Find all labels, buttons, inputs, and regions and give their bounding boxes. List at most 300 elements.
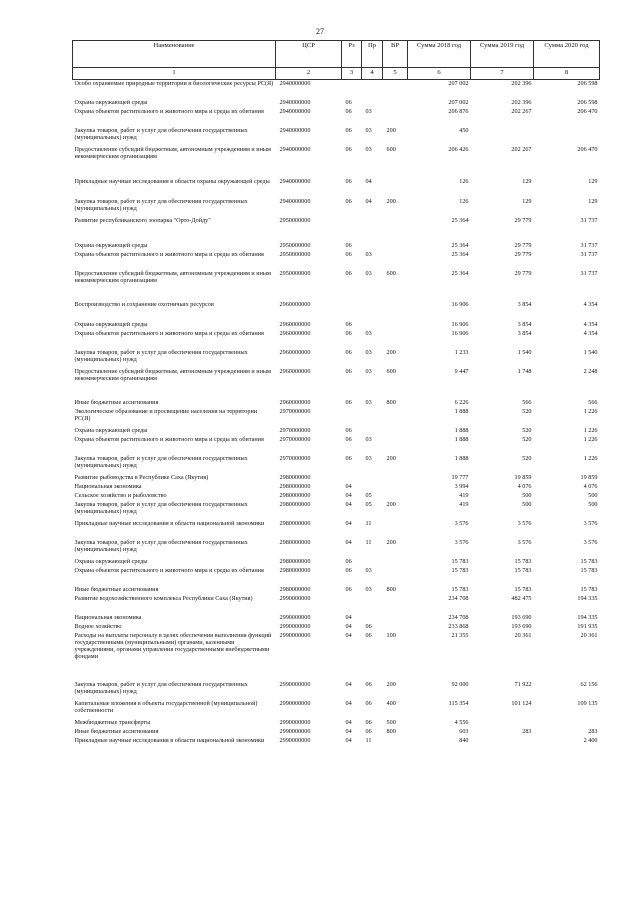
row-name: Иные бюджетные ассигнования xyxy=(74,398,159,406)
row-sum-2020: 129 xyxy=(588,197,598,205)
column-number: 5 xyxy=(383,68,408,80)
row-name: Закупка товаров, работ и услуг для обеспечения государственных (муниципальных) нужд xyxy=(74,680,248,695)
row-name: Развитие республиканского зоопарка "Орто-Дойду" xyxy=(74,216,211,224)
row-sum-2018: 207 002 xyxy=(448,80,469,87)
row-rz: 06 xyxy=(345,250,352,258)
row-vr: 100 xyxy=(386,631,396,639)
row-sum-2019: 20 361 xyxy=(514,631,532,639)
row-sum-2019: 29 779 xyxy=(514,250,532,258)
row-sum-2018: 3 576 xyxy=(454,538,469,546)
row-rz: 06 xyxy=(345,107,352,115)
row-vr xyxy=(383,520,408,539)
row-name: Предоставление субсидий бюджетным, автономным учреждениям и иным некоммерческим организациям xyxy=(74,269,271,284)
row-csr: 2980000000 xyxy=(279,566,311,574)
table-row xyxy=(73,127,600,146)
row-sum-2020: 129 xyxy=(588,177,598,185)
row-pr xyxy=(362,474,383,483)
row-pr: 03 xyxy=(365,269,372,277)
row-sum-2019: 520 xyxy=(522,426,532,434)
row-rz xyxy=(342,80,362,99)
row-csr: 2940000000 xyxy=(279,145,311,153)
row-sum-2020: 206 470 xyxy=(577,107,598,115)
column-number: 4 xyxy=(362,68,383,80)
row-sum-2020: 3 576 xyxy=(583,519,598,527)
row-csr: 2970000000 xyxy=(279,435,311,443)
row-sum-2020: 62 156 xyxy=(580,680,598,688)
row-vr xyxy=(383,99,408,108)
table-row xyxy=(73,349,600,368)
row-rz: 04 xyxy=(345,699,352,707)
row-csr: 2950000000 xyxy=(279,241,311,249)
header-pr: Пр xyxy=(362,41,383,68)
row-rz: 06 xyxy=(345,241,352,249)
row-sum-2019: 520 xyxy=(522,435,532,443)
row-rz: 06 xyxy=(345,329,352,337)
row-pr xyxy=(362,408,383,427)
row-csr: 2980000000 xyxy=(279,500,311,508)
row-sum-2020: 2 248 xyxy=(583,367,598,375)
row-sum-2019: 1 540 xyxy=(517,348,532,356)
row-vr xyxy=(383,474,408,483)
row-sum-2018: 25 364 xyxy=(451,216,469,224)
row-rz: 06 xyxy=(345,320,352,328)
row-rz: 06 xyxy=(345,348,352,356)
row-sum-2019: 202 396 xyxy=(511,98,532,106)
row-vr: 200 xyxy=(386,500,396,508)
row-sum-2020: 283 xyxy=(588,727,598,735)
table-row xyxy=(73,681,600,700)
row-name: Расходы на выплаты персоналу в целях обеспечения выполнения функций государственными (муниципальными) органами, казенными учреждениями, органами управления государственными внебюджетными фондами xyxy=(74,631,272,660)
table-row xyxy=(73,146,600,178)
row-name: Охрана окружающей среды xyxy=(74,426,148,434)
row-sum-2019: 29 779 xyxy=(514,216,532,224)
row-sum-2020: 19 859 xyxy=(580,473,598,481)
table-row xyxy=(73,108,600,127)
row-pr xyxy=(362,483,383,492)
row-vr xyxy=(383,623,408,632)
row-sum-2020: 194 335 xyxy=(577,594,598,602)
row-rz xyxy=(342,408,362,427)
row-vr xyxy=(383,436,408,455)
row-pr: 03 xyxy=(365,329,372,337)
row-name: Охрана объектов растительного и животного мира и среды их обитания xyxy=(74,566,264,574)
table-row xyxy=(73,301,600,321)
row-rz xyxy=(342,217,362,242)
row-name: Прикладные научные исследования в области охраны окружающей среды xyxy=(74,177,270,185)
row-vr xyxy=(383,178,408,198)
row-name: Предоставление субсидий бюджетным, автономным учреждениям и иным некоммерческим организациям xyxy=(74,145,271,160)
row-sum-2018: 126 xyxy=(459,177,469,185)
row-pr: 06 xyxy=(365,680,372,688)
row-vr xyxy=(383,492,408,501)
row-vr: 200 xyxy=(386,348,396,356)
row-sum-2018: 16 906 xyxy=(451,320,469,328)
row-sum-2018: 3 576 xyxy=(454,519,469,527)
row-rz: 06 xyxy=(345,566,352,574)
table-row xyxy=(73,80,600,99)
row-vr xyxy=(383,108,408,127)
header-sum-2020: Сумма 2020 год xyxy=(534,41,600,68)
row-name: Охрана объектов растительного и животного мира и среды их обитания xyxy=(74,435,264,443)
row-csr: 2990000000 xyxy=(279,736,311,744)
row-sum-2019: 1 748 xyxy=(517,367,532,375)
row-pr: 03 xyxy=(365,585,372,593)
row-sum-2018: 16 906 xyxy=(451,300,469,308)
row-sum-2020: 31 737 xyxy=(580,241,598,249)
row-pr: 03 xyxy=(365,398,372,406)
row-pr: 03 xyxy=(365,566,372,574)
row-name: Закупка товаров, работ и услуг для обеспечения государственных (муниципальных) нужд xyxy=(74,500,248,515)
row-name: Экологическое образование и просвещение населения на территории РС(Я) xyxy=(74,407,258,422)
column-number: 3 xyxy=(342,68,362,80)
row-sum-2020 xyxy=(534,719,600,728)
header-vr: ВР xyxy=(383,41,408,68)
row-pr: 03 xyxy=(365,145,372,153)
row-pr: 05 xyxy=(365,491,372,499)
row-csr: 2980000000 xyxy=(279,473,311,481)
row-rz: 06 xyxy=(345,126,352,134)
row-pr xyxy=(362,99,383,108)
row-sum-2020: 191 935 xyxy=(577,622,598,630)
table-row xyxy=(73,399,600,408)
row-pr: 04 xyxy=(365,197,372,205)
table-row xyxy=(73,330,600,349)
row-sum-2018: 19 777 xyxy=(451,473,469,481)
row-vr: 800 xyxy=(386,585,396,593)
row-vr xyxy=(383,614,408,623)
row-csr: 2960000000 xyxy=(279,398,311,406)
row-vr: 600 xyxy=(386,145,396,153)
row-name: Иные бюджетные ассигнования xyxy=(74,585,159,593)
row-rz: 06 xyxy=(345,435,352,443)
row-sum-2019: 129 xyxy=(522,177,532,185)
row-sum-2020: 1 226 xyxy=(583,407,598,415)
row-sum-2020: 500 xyxy=(588,491,598,499)
row-sum-2020: 500 xyxy=(588,500,598,508)
row-sum-2019: 15 783 xyxy=(514,566,532,574)
row-csr: 2990000000 xyxy=(279,631,311,639)
row-rz: 06 xyxy=(345,454,352,462)
row-rz: 06 xyxy=(345,426,352,434)
row-rz: 06 xyxy=(345,197,352,205)
row-pr: 03 xyxy=(365,250,372,258)
row-vr: 200 xyxy=(386,197,396,205)
row-sum-2018: 603 xyxy=(459,727,469,735)
table-body xyxy=(73,80,600,756)
row-sum-2019: 29 779 xyxy=(514,269,532,277)
row-sum-2020: 31 737 xyxy=(580,269,598,277)
row-sum-2019: 101 124 xyxy=(511,699,532,707)
row-sum-2019: 482 475 xyxy=(511,594,532,602)
row-sum-2019: 3 576 xyxy=(517,519,532,527)
row-sum-2019: 3 854 xyxy=(517,300,532,308)
row-vr: 600 xyxy=(386,269,396,277)
row-sum-2019: 15 783 xyxy=(514,557,532,565)
row-csr: 2980000000 xyxy=(279,538,311,546)
row-vr xyxy=(383,558,408,567)
row-sum-2020: 31 737 xyxy=(580,216,598,224)
row-sum-2019: 500 xyxy=(522,500,532,508)
row-sum-2018: 6 226 xyxy=(454,398,469,406)
row-csr: 2960000000 xyxy=(279,348,311,356)
row-vr xyxy=(383,330,408,349)
row-sum-2018: 9 447 xyxy=(454,367,469,375)
row-sum-2019: 29 779 xyxy=(514,241,532,249)
row-sum-2019: 500 xyxy=(522,491,532,499)
row-rz: 04 xyxy=(345,631,352,639)
row-sum-2019: 520 xyxy=(522,407,532,415)
row-sum-2019 xyxy=(471,127,534,146)
row-csr: 2950000000 xyxy=(279,250,311,258)
row-rz: 06 xyxy=(345,98,352,106)
header-csr: ЦСР xyxy=(276,41,342,68)
table-row xyxy=(73,719,600,728)
row-csr: 2950000000 xyxy=(279,216,311,224)
row-sum-2019: 193 690 xyxy=(511,613,532,621)
row-csr: 2990000000 xyxy=(279,622,311,630)
row-csr: 2970000000 xyxy=(279,426,311,434)
row-sum-2018: 21 355 xyxy=(451,631,469,639)
table-row xyxy=(73,455,600,474)
row-vr xyxy=(383,321,408,330)
row-csr: 2940000000 xyxy=(279,126,311,134)
row-sum-2018: 1 888 xyxy=(454,407,469,415)
table-row xyxy=(73,501,600,520)
row-pr: 06 xyxy=(365,727,372,735)
row-sum-2018: 1 233 xyxy=(454,348,469,356)
row-name: Водное хозяйство xyxy=(74,622,122,630)
row-csr: 2950000000 xyxy=(279,269,311,277)
row-name: Развитие водохозяйственного комплекса Республики Саха (Якутия) xyxy=(74,594,253,602)
row-csr: 2940000000 xyxy=(279,197,311,205)
table-row xyxy=(73,270,600,301)
row-pr: 11 xyxy=(365,519,372,527)
row-name: Межбюджетные трансферты xyxy=(74,718,151,726)
row-csr: 2960000000 xyxy=(279,367,311,375)
row-rz: 06 xyxy=(345,557,352,565)
row-csr: 2940000000 xyxy=(279,98,311,106)
row-csr: 2990000000 xyxy=(279,613,311,621)
row-rz: 04 xyxy=(345,613,352,621)
table-row xyxy=(73,520,600,539)
header-sum-2019: Сумма 2019 год xyxy=(471,41,534,68)
row-vr xyxy=(383,483,408,492)
row-pr xyxy=(362,427,383,436)
row-sum-2018: 3 994 xyxy=(454,482,469,490)
row-csr: 2940000000 xyxy=(279,107,311,115)
row-csr: 2960000000 xyxy=(279,329,311,337)
row-rz: 06 xyxy=(345,585,352,593)
row-name: Охрана объектов растительного и животного мира и среды их обитания xyxy=(74,250,264,258)
row-sum-2018: 15 783 xyxy=(451,566,469,574)
row-name: Охрана окружающей среды xyxy=(74,320,148,328)
table-row xyxy=(73,242,600,251)
row-rz: 04 xyxy=(345,736,352,744)
row-sum-2020: 1 226 xyxy=(583,426,598,434)
page-number: 27 xyxy=(316,27,324,36)
row-vr xyxy=(383,301,408,321)
table-row xyxy=(73,539,600,558)
column-number: 7 xyxy=(471,68,534,80)
row-pr xyxy=(362,595,383,614)
row-sum-2020: 15 783 xyxy=(580,585,598,593)
row-csr: 2990000000 xyxy=(279,727,311,735)
row-sum-2018: 207 002 xyxy=(448,98,469,106)
row-csr: 2980000000 xyxy=(279,482,311,490)
row-pr xyxy=(362,217,383,242)
row-vr xyxy=(383,737,408,756)
table-row xyxy=(73,321,600,330)
row-name: Иные бюджетные ассигнования xyxy=(74,727,159,735)
row-name: Охрана объектов растительного и животного мира и среды их обитания xyxy=(74,329,264,337)
row-sum-2020: 4 354 xyxy=(583,300,598,308)
row-name: Охрана окружающей среды xyxy=(74,241,148,249)
row-pr xyxy=(362,301,383,321)
row-sum-2019: 4 076 xyxy=(517,482,532,490)
row-sum-2018: 15 783 xyxy=(451,557,469,565)
row-pr: 11 xyxy=(365,736,372,744)
row-sum-2019: 3 576 xyxy=(517,538,532,546)
table-row xyxy=(73,251,600,270)
row-sum-2019: 71 922 xyxy=(514,680,532,688)
row-sum-2018: 234 708 xyxy=(448,594,469,602)
row-sum-2019: 202 267 xyxy=(511,145,532,153)
row-vr: 500 xyxy=(386,718,396,726)
row-sum-2019: 3 854 xyxy=(517,320,532,328)
row-csr: 2940000000 xyxy=(279,177,311,185)
row-vr: 400 xyxy=(386,699,396,707)
row-rz: 06 xyxy=(345,177,352,185)
row-rz xyxy=(342,595,362,614)
row-sum-2018: 206 426 xyxy=(448,145,469,153)
row-rz: 06 xyxy=(345,145,352,153)
row-sum-2020: 206 598 xyxy=(577,80,598,87)
row-sum-2018: 840 xyxy=(459,736,469,744)
row-rz: 04 xyxy=(345,491,352,499)
row-csr: 2990000000 xyxy=(279,699,311,707)
row-csr: 2980000000 xyxy=(279,585,311,593)
row-name: Закупка товаров, работ и услуг для обеспечения государственных (муниципальных) нужд xyxy=(74,348,248,363)
table-row xyxy=(73,368,600,399)
row-csr: 2960000000 xyxy=(279,320,311,328)
table-row xyxy=(73,427,600,436)
row-pr: 04 xyxy=(365,177,372,185)
row-rz: 06 xyxy=(345,269,352,277)
row-csr: 2980000000 xyxy=(279,557,311,565)
row-sum-2019 xyxy=(471,719,534,728)
row-sum-2018: 25 364 xyxy=(451,241,469,249)
row-sum-2019: 566 xyxy=(522,398,532,406)
row-pr: 06 xyxy=(365,699,372,707)
budget-table xyxy=(72,40,600,756)
row-vr: 200 xyxy=(386,126,396,134)
row-csr: 2940000000 xyxy=(279,80,311,87)
row-vr xyxy=(383,408,408,427)
row-name: Закупка товаров, работ и услуг для обеспечения государственных (муниципальных) нужд xyxy=(74,126,248,141)
row-rz: 04 xyxy=(345,718,352,726)
row-sum-2020: 31 737 xyxy=(580,250,598,258)
row-vr xyxy=(383,242,408,251)
row-sum-2020: 3 576 xyxy=(583,538,598,546)
row-vr: 800 xyxy=(386,398,396,406)
row-rz: 04 xyxy=(345,519,352,527)
row-pr: 03 xyxy=(365,126,372,134)
table-row xyxy=(73,198,600,217)
row-name: Воспроизводство и сохранение охотничьих ресурсов xyxy=(74,300,214,308)
row-sum-2020: 4 354 xyxy=(583,329,598,337)
table-row xyxy=(73,492,600,501)
column-number: 6 xyxy=(408,68,471,80)
row-sum-2019: 193 690 xyxy=(511,622,532,630)
row-sum-2020: 15 783 xyxy=(580,557,598,565)
header-rz: Рз xyxy=(342,41,362,68)
row-sum-2018: 450 xyxy=(459,126,469,134)
table-row xyxy=(73,178,600,198)
table-row xyxy=(73,483,600,492)
table-row xyxy=(73,474,600,483)
row-sum-2018: 1 888 xyxy=(454,454,469,462)
column-number: 2 xyxy=(276,68,342,80)
row-sum-2020: 4 076 xyxy=(583,482,598,490)
row-pr xyxy=(362,558,383,567)
row-sum-2019: 3 854 xyxy=(517,329,532,337)
row-sum-2018: 419 xyxy=(459,500,469,508)
row-name: Национальная экономика xyxy=(74,482,142,490)
row-sum-2018: 16 906 xyxy=(451,329,469,337)
row-vr: 200 xyxy=(386,538,396,546)
row-sum-2019: 15 783 xyxy=(514,585,532,593)
table-row xyxy=(73,700,600,719)
row-rz: 04 xyxy=(345,622,352,630)
row-name: Капитальные вложения в объекты государственной (муниципальной) собственности xyxy=(74,699,258,714)
table-row xyxy=(73,408,600,427)
row-vr xyxy=(383,251,408,270)
row-sum-2020: 206 598 xyxy=(577,98,598,106)
row-pr xyxy=(362,80,383,99)
row-csr: 2990000000 xyxy=(279,680,311,688)
row-pr: 03 xyxy=(365,367,372,375)
row-pr xyxy=(362,614,383,623)
row-name: Охрана окружающей среды xyxy=(74,557,148,565)
column-number: 1 xyxy=(73,68,276,80)
row-name: Охрана окружающей среды xyxy=(74,98,148,106)
row-sum-2018: 25 364 xyxy=(451,250,469,258)
row-name: Прикладные научные исследования в области национальной экономики xyxy=(74,519,265,527)
row-vr xyxy=(383,567,408,586)
row-vr xyxy=(383,217,408,242)
row-sum-2018: 25 364 xyxy=(451,269,469,277)
row-pr: 06 xyxy=(365,718,372,726)
row-rz: 04 xyxy=(345,538,352,546)
row-sum-2018: 126 xyxy=(459,197,469,205)
row-pr xyxy=(362,242,383,251)
row-vr: 600 xyxy=(386,367,396,375)
table-row xyxy=(73,558,600,567)
row-csr: 2970000000 xyxy=(279,407,311,415)
row-sum-2018: 206 876 xyxy=(448,107,469,115)
row-sum-2018: 92 000 xyxy=(451,680,469,688)
row-name: Закупка товаров, работ и услуг для обеспечения государственных (муниципальных) нужд xyxy=(74,538,248,553)
row-name: Развитие рыбоводства в Республике Саха (Якутия) xyxy=(74,473,209,481)
table-row xyxy=(73,632,600,681)
row-sum-2018: 419 xyxy=(459,491,469,499)
row-pr xyxy=(362,321,383,330)
header-name: Наименование xyxy=(73,41,276,68)
row-vr: 200 xyxy=(386,454,396,462)
row-rz: 04 xyxy=(345,727,352,735)
row-sum-2018: 1 888 xyxy=(454,435,469,443)
table-row xyxy=(73,586,600,595)
